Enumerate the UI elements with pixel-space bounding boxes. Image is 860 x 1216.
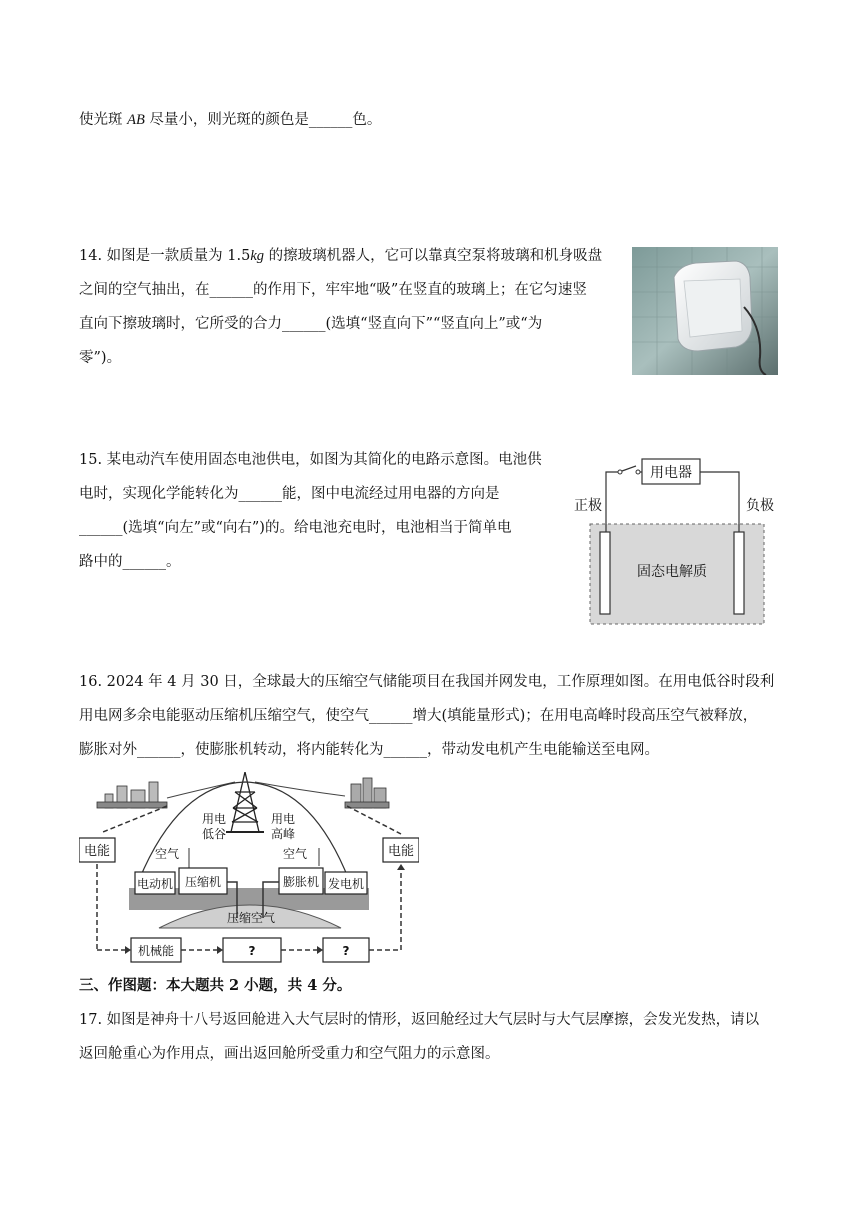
switch-lever bbox=[622, 466, 636, 471]
electrolyte-label: 固态电解质 bbox=[637, 564, 707, 580]
battery-circuit-diagram bbox=[566, 450, 778, 626]
q15-line3: ______(选填“向左”或“向右”)的。给电池充电时，电池相当于简单电 bbox=[79, 520, 512, 536]
transmission-tower-icon bbox=[226, 772, 264, 832]
q17-line1: 17. 如图是神舟十八号返回舱进入大气层时的情形，返回舱经过大气层时与大气层摩擦，会发光发热，请以 bbox=[79, 1012, 760, 1028]
switch-contact bbox=[636, 470, 640, 474]
window-robot-photo bbox=[632, 247, 778, 375]
q14-line4: 零”)。 bbox=[79, 350, 122, 366]
appliance-label: 用电器 bbox=[650, 465, 692, 481]
q13-suffix: 尽量小，则光斑的颜色是______色。 bbox=[144, 112, 382, 128]
negative-label: 负极 bbox=[746, 498, 774, 514]
peak-label-1: 用电 bbox=[271, 812, 296, 826]
motor-label: 电动机 bbox=[136, 877, 174, 891]
q15-line4: 路中的______。 bbox=[79, 554, 181, 570]
compressed-air-label: 压缩空气 bbox=[226, 911, 276, 925]
wire-left bbox=[606, 472, 618, 532]
q16-line3: 膨胀对外______，使膨胀机转动，将内能转化为______，带动发电机产生电能输送至电网。 bbox=[79, 742, 659, 758]
electric-energy-right: 电能 bbox=[387, 844, 415, 859]
q16-line1: 16. 2024 年 4 月 30 日，全球最大的压缩空气储能项目在我国并网发电，工作原理如图。在用电低谷时段利 bbox=[79, 674, 775, 690]
electric-energy-left: 电能 bbox=[83, 844, 111, 859]
q17-line2: 返回舱重心为作用点，画出返回舱所受重力和空气阻力的示意图。 bbox=[79, 1046, 500, 1062]
air-label-right: 空气 bbox=[283, 847, 308, 861]
q14-line1-a: 14. 如图是一款质量为 1.5 bbox=[79, 248, 251, 264]
q14-unit: kg bbox=[250, 248, 265, 264]
unknown-label-1: ? bbox=[248, 944, 256, 958]
air-label-left: 空气 bbox=[155, 847, 180, 861]
q13-var-ab: AB bbox=[127, 112, 145, 128]
wire-right bbox=[700, 472, 739, 532]
compressed-air-storage-diagram bbox=[79, 772, 419, 968]
q13-tail-line bbox=[79, 110, 381, 130]
q13-prefix: 使光斑 bbox=[79, 112, 128, 128]
low-label-2: 低谷 bbox=[202, 827, 227, 841]
q14-line2: 之间的空气抽出，在______的作用下，牢牢地“吸”在竖直的玻璃上；在它匀速竖 bbox=[79, 282, 587, 298]
q15-line1: 15. 某电动汽车使用固态电池供电，如图为其简化的电路示意图。电池供 bbox=[79, 452, 542, 468]
q16-line2: 用电网多余电能驱动压缩机压缩空气，使空气______增大(填能量形式)；在用电高峰时段高压空气被释放， bbox=[79, 708, 758, 724]
compressor-label: 压缩机 bbox=[184, 875, 222, 889]
q15-line2: 电时，实现化学能转化为______能，图中电流经过用电器的方向是 bbox=[79, 486, 500, 502]
low-label-1: 用电 bbox=[202, 812, 227, 826]
unknown-label-2: ? bbox=[342, 944, 350, 958]
positive-label: 正极 bbox=[574, 498, 602, 514]
negative-plate bbox=[734, 532, 744, 614]
city-buildings-icon bbox=[345, 778, 389, 808]
power-plant-icon bbox=[97, 782, 167, 808]
mechanical-energy-label: 机械能 bbox=[137, 944, 175, 958]
q14-line1 bbox=[79, 246, 602, 266]
switch-pivot bbox=[618, 470, 622, 474]
q14-line1-b: 的擦玻璃机器人，它可以靠真空泵将玻璃和机身吸盘 bbox=[264, 248, 603, 264]
peak-label-2: 高峰 bbox=[271, 827, 296, 841]
positive-plate bbox=[600, 532, 610, 614]
q14-line3: 直向下擦玻璃时，它所受的合力______(选填“竖直向下”“竖直向上”或“为 bbox=[79, 316, 543, 332]
expander-label: 膨胀机 bbox=[282, 875, 320, 889]
generator-label: 发电机 bbox=[327, 877, 365, 891]
section-3-heading: 三、作图题：本大题共 2 小题，共 4 分。 bbox=[79, 977, 352, 994]
